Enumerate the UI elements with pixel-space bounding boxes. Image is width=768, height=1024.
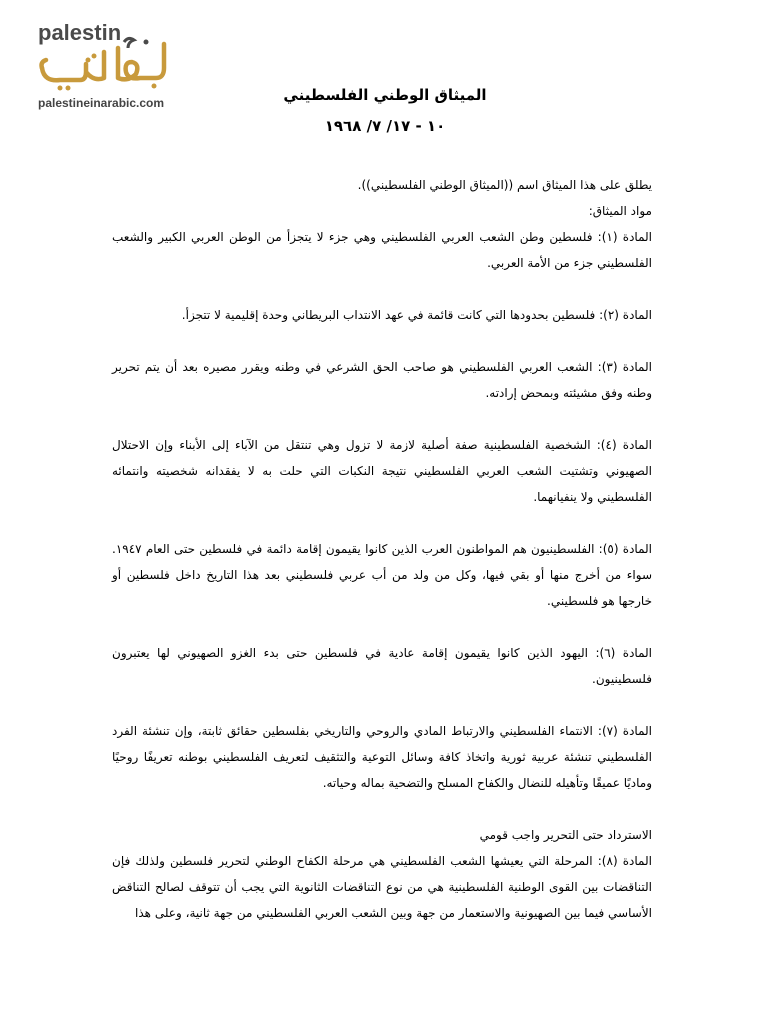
article-1: المادة (١): فلسطين وطن الشعب العربي الفلسطيني وهي جزء لا يتجزأ من الوطن العربي الكبير والشعب الفلسطيني جزء من الأمة العربي. [112,230,652,270]
logo-url: palestineinarabic.com [38,96,165,110]
logo-wordmark: palestin [38,20,122,45]
articles-heading: مواد الميثاق: [588,204,652,218]
document-body [112,172,652,926]
site-logo[interactable] [36,20,176,112]
article-5: المادة (٥): الفلسطينيون هم المواطنون العرب الذين كانوا يقيمون إقامة دائمة في فلسطين حتى العام ١٩٤٧. سواء من أخرج منها أو بقي فيها، وكل من ولد من أب عربي فلسطيني بعد هذا التاريخ داخل فلسطين أو خارجها هو فلسطيني. [112,542,652,608]
article-8: المادة (٨): المرحلة التي يعيشها الشعب الفلسطيني هي مرحلة الكفاح الوطني لتحرير فلسطين ولذلك فإن التناقضات بين القوى الوطنية الفلسطينية هي من نوع التناقضات الثانوية التي يجب أن تتوقف لصالح التناقض الأساسي فيما بين الصهيونية والاستعمار من جهة وبين الشعب العربي الفلسطيني من جهة ثانية، وعلى هذا [112,854,652,920]
section-heading: الاسترداد حتى التحرير واجب قومي [479,828,652,842]
document-date: ١٠ - ١٧/ ٧/ ١٩٦٨ [324,117,446,135]
intro-paragraph: يطلق على هذا الميثاق اسم ((الميثاق الوطني الفلسطيني)). [357,178,652,192]
article-7: المادة (٧): الانتماء الفلسطيني والارتباط المادي والروحي والتاريخي بفلسطين حقائق ثابتة، وإن تنشئة الفرد الفلسطيني تنشئة عربية ثورية واتخاذ كافة وسائل التوعية والتثقيف لتعريف الفلسطيني بوطنه تعريفًا روحيًا وماديًا عميقًا وتأهيله للنضال والكفاح المسلح والتضحية بماله وحياته. [112,724,652,790]
article-4: المادة (٤): الشخصية الفلسطينية صفة أصلية لازمة لا تزول وهي تنتقل من الآباء إلى الأبناء وإن الاحتلال الصهيوني وتشتيت الشعب العربي الفلسطيني نتيجة النكبات التي حلت به لا يفقدانه شخصيته وانتمائه الفلسطيني ولا ينفيانهما. [112,438,652,504]
article-3: المادة (٣): الشعب العربي الفلسطيني هو صاحب الحق الشرعي في وطنه ويقرر مصيره بعد أن يتم تحرير وطنه وفق مشيئته وبمحض إرادته. [112,360,652,400]
article-2: المادة (٢): فلسطين بحدودها التي كانت قائمة في عهد الانتداب البريطاني وحدة إقليمية لا تتجزأ. [181,308,652,322]
article-6: المادة (٦): اليهود الذين كانوا يقيمون إقامة عادية في فلسطين حتى بدء الغزو الصهيوني لها يعتبرون فلسطينيون. [112,646,652,686]
logo-arabic-calligraphy [36,34,176,94]
document-title: الميثاق الوطني الفلسطيني [283,86,487,104]
